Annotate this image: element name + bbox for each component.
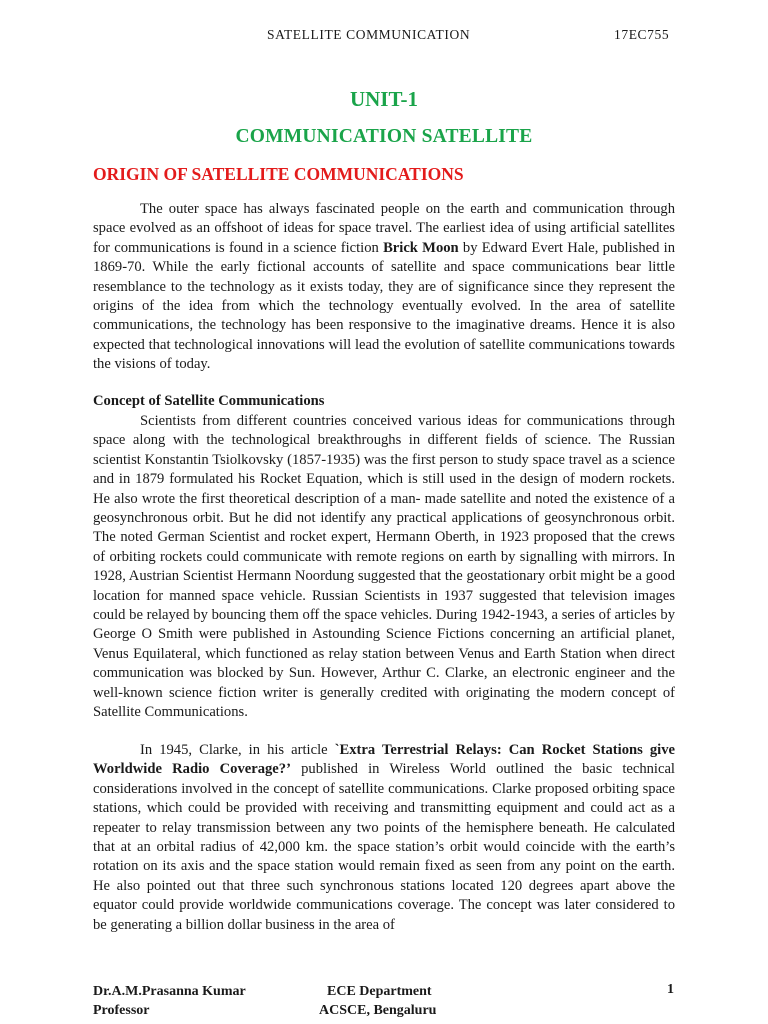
footer-department bbox=[319, 982, 436, 1020]
footer-author-title: Professor bbox=[93, 1003, 150, 1018]
paragraph-concept-text: Scientists from different countries conceived various ideas for communications through space along with the technological breakthroughs in different fields of science. The Russian scientist Konstantin Tsiolkovsky (1857-1935) was the first person to study space travel as a science and in 1879 formulated his Rocket Equation, which is still used in the design of modern rockets. He also wrote the first theoretical description of a man- made satellite and noted the existence of a geosynchronous orbit. But he did not identify any practical applications of geosynchronous orbit. The noted German Scientist and rocket expert, Hermann Oberth, in 1923 proposed that the crews of orbiting rockets could communicate with remote regions on earth by signalling with mirrors. In 1928, Austrian Scientist Hermann Noordung suggested that the geostationary orbit might be a good location for manned space vehicle. Russian Scientists in 1937 suggested that television images could be relayed by bouncing them off the space vehicles. During 1942-1943, a series of articles by George O Smith were published in Astounding Science Fictions concerning an artificial planet, Venus Equilateral, which functioned as relay station between Venus and Earth Station when direct communication was blocked by Sun. However, Arthur C. Clarke, an electronic engineer and the well-known science fiction writer is generally credited with originating the modern concept of Satellite Communications. bbox=[93, 413, 675, 721]
running-header-course-code: 17EC755 bbox=[614, 27, 670, 42]
unit-heading: UNIT-1 bbox=[349, 87, 419, 111]
concept-heading: Concept of Satellite Communications bbox=[93, 393, 325, 409]
footer-department-name: ECE Department bbox=[327, 984, 432, 999]
paragraph-clarke-article-title: `Extra Terrestrial Relays: Can Rocket Stations give Worldwide Radio Coverage?’ bbox=[93, 742, 675, 778]
paragraph-clarke-text-1: In 1945, Clarke, in his article bbox=[140, 742, 335, 758]
chapter-title: COMMUNICATION SATELLITE bbox=[235, 126, 533, 147]
footer-author-name: Dr.A.M.Prasanna Kumar bbox=[93, 984, 246, 999]
paragraph-clarke bbox=[93, 741, 675, 935]
running-header-title: SATELLITE COMMUNICATION bbox=[267, 27, 471, 42]
paragraph-origin-text-1: The outer space has always fascinated people on the earth and communication through space evolved as an offshoot of ideas for space travel. The earliest idea of using artificial satellites for communications is found in a science fiction bbox=[93, 201, 675, 256]
paragraph-clarke-text-2: published in Wireless World outlined the basic technical considerations involved in the concept of satellite communications. Clarke proposed orbiting space stations, which could be provided with receiving and transmitting equipment and could act as a repeater to relay transmission between any two points of the hemisphere beneath. He calculated that at an orbital radius of 42,000 km. the space station’s orbit would coincide with the earth’s rotation on its axis and the space station would remain fixed as seen from any point on the earth. He also pointed out that three such synchronous stations located 120 degrees apart above the equator could provide worldwide communications coverage. The concept was later considered to be generating a billion dollar business in the area of bbox=[93, 761, 675, 933]
paragraph-origin-bold: Brick Moon bbox=[383, 239, 459, 256]
section-title: ORIGIN OF SATELLITE COMMUNICATIONS bbox=[93, 164, 464, 184]
paragraph-origin-text-2: by Edward Evert Hale, published in 1869-70. While the early fictional accounts of satellite and space communications bear little resemblance to the technology as it exists today, they are of significance since they represent the origins of the idea from which the technology eventually evolved. In the area of satellite communications, the technology has been responsive to the imaginative dreams. Hence it is also expected that technological innovations will lead the evolution of satellite communications towards the visions of today. bbox=[93, 239, 675, 373]
paragraph-concept bbox=[93, 412, 675, 723]
footer-institution: ACSCE, Bengaluru bbox=[319, 1003, 437, 1018]
paragraph-origin bbox=[93, 200, 675, 375]
footer-author bbox=[93, 982, 246, 1020]
page-number: 1 bbox=[667, 982, 674, 997]
